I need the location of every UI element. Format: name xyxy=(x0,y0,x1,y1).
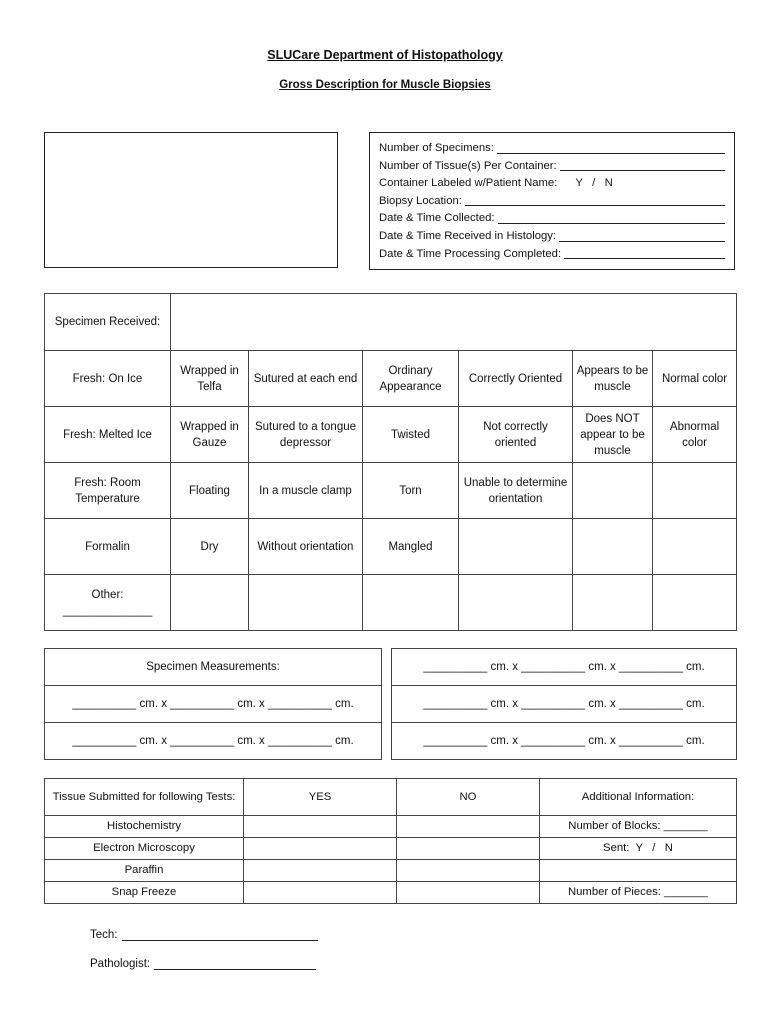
header-additional: Additional Information: xyxy=(540,779,737,816)
option-cell[interactable]: Mangled xyxy=(363,519,459,575)
empty-cell[interactable] xyxy=(171,575,249,631)
table-row xyxy=(45,649,737,686)
info-date-processing[interactable]: Date & Time Processing Completed: xyxy=(379,246,725,264)
yes-cell[interactable] xyxy=(244,882,397,904)
empty-cell[interactable] xyxy=(653,463,737,519)
table-row xyxy=(45,860,737,882)
option-cell[interactable]: Appears to be muscle xyxy=(573,351,653,407)
specimen-received-field[interactable] xyxy=(171,294,737,351)
option-cell[interactable]: Fresh: Melted Ice xyxy=(45,407,171,463)
table-row xyxy=(45,575,737,631)
table-row xyxy=(45,882,737,904)
header-no: NO xyxy=(397,779,540,816)
additional-info[interactable] xyxy=(540,860,737,882)
info-container-labeled[interactable]: Container Labeled w/Patient Name: Y / N xyxy=(379,175,725,193)
option-cell[interactable]: Sutured at each end xyxy=(249,351,363,407)
empty-cell[interactable] xyxy=(459,575,573,631)
option-cell[interactable]: Formalin xyxy=(45,519,171,575)
pathologist-label: Pathologist: xyxy=(90,958,151,970)
option-cell[interactable]: Floating xyxy=(171,463,249,519)
empty-cell[interactable] xyxy=(573,519,653,575)
specimen-received-label: Specimen Received: xyxy=(45,294,171,351)
empty-cell[interactable] xyxy=(363,575,459,631)
option-cell[interactable]: Fresh: Room Temperature xyxy=(45,463,171,519)
option-cell[interactable]: Correctly Oriented xyxy=(459,351,573,407)
measurement-field[interactable]: __________ cm. x __________ cm. x __________ cm. xyxy=(392,686,737,723)
empty-cell[interactable] xyxy=(249,575,363,631)
option-cell[interactable]: Other: ______________ xyxy=(45,575,171,631)
header-yes: YES xyxy=(244,779,397,816)
fill-line[interactable] xyxy=(497,140,725,154)
option-cell[interactable]: Abnormal color xyxy=(653,407,737,463)
empty-cell[interactable] xyxy=(573,463,653,519)
page-subtitle: Gross Description for Muscle Biopsies xyxy=(279,79,491,91)
pathologist-signature-line[interactable] xyxy=(154,957,316,970)
no-cell[interactable] xyxy=(397,860,540,882)
tech-label: Tech: xyxy=(90,929,118,941)
tech-signature xyxy=(90,928,318,941)
info-tissues-per-container[interactable]: Number of Tissue(s) Per Container: xyxy=(379,158,725,176)
measurement-field[interactable]: __________ cm. x __________ cm. x __________ cm. xyxy=(45,723,382,760)
test-name: Histochemistry xyxy=(45,816,244,838)
empty-cell[interactable] xyxy=(573,575,653,631)
table-row xyxy=(45,351,737,407)
fill-line[interactable] xyxy=(559,228,725,242)
option-cell[interactable]: Ordinary Appearance xyxy=(363,351,459,407)
measurement-field[interactable]: __________ cm. x __________ cm. x __________ cm. xyxy=(392,723,737,760)
option-cell[interactable]: Dry xyxy=(171,519,249,575)
additional-info[interactable]: Sent: Y / N xyxy=(540,838,737,860)
yes-cell[interactable] xyxy=(244,816,397,838)
measurement-field[interactable]: __________ cm. x __________ cm. x __________ cm. xyxy=(45,686,382,723)
measurement-field[interactable]: __________ cm. x __________ cm. x __________ cm. xyxy=(392,649,737,686)
measurements-table xyxy=(44,648,737,760)
table-row xyxy=(45,519,737,575)
no-cell[interactable] xyxy=(397,882,540,904)
yes-cell[interactable] xyxy=(244,860,397,882)
specimen-received-table xyxy=(44,293,737,631)
fill-line[interactable] xyxy=(498,210,725,224)
table-row xyxy=(45,723,737,760)
info-number-of-specimens[interactable]: Number of Specimens: xyxy=(379,140,725,158)
option-cell[interactable]: Wrapped in Telfa xyxy=(171,351,249,407)
yes-cell[interactable] xyxy=(244,838,397,860)
test-name: Electron Microscopy xyxy=(45,838,244,860)
empty-cell[interactable] xyxy=(459,519,573,575)
option-cell[interactable]: Normal color xyxy=(653,351,737,407)
fill-line[interactable] xyxy=(560,158,725,172)
table-row xyxy=(45,816,737,838)
info-date-collected[interactable]: Date & Time Collected: xyxy=(379,210,725,228)
option-cell[interactable]: Without orientation xyxy=(249,519,363,575)
additional-info[interactable]: Number of Blocks: _______ xyxy=(540,816,737,838)
option-cell[interactable]: Fresh: On Ice xyxy=(45,351,171,407)
specimen-info-box xyxy=(369,132,735,270)
option-cell[interactable]: Unable to determine orientation xyxy=(459,463,573,519)
table-row xyxy=(45,463,737,519)
test-name: Snap Freeze xyxy=(45,882,244,904)
pathologist-signature xyxy=(90,957,316,970)
empty-cell[interactable] xyxy=(653,519,737,575)
patient-label-box[interactable] xyxy=(44,132,338,268)
tests-table xyxy=(44,778,737,904)
fill-line[interactable] xyxy=(465,193,725,207)
no-cell[interactable] xyxy=(397,838,540,860)
option-cell[interactable]: Wrapped in Gauze xyxy=(171,407,249,463)
additional-info[interactable]: Number of Pieces: _______ xyxy=(540,882,737,904)
page-title: SLUCare Department of Histopathology xyxy=(267,48,503,62)
info-date-received[interactable]: Date & Time Received in Histology: xyxy=(379,228,725,246)
measurements-label: Specimen Measurements: xyxy=(45,649,382,686)
yes-no-option[interactable]: Y / N xyxy=(575,177,613,190)
table-row xyxy=(45,686,737,723)
option-cell[interactable]: Does NOT appear to be muscle xyxy=(573,407,653,463)
option-cell[interactable]: Twisted xyxy=(363,407,459,463)
option-cell[interactable]: In a muscle clamp xyxy=(249,463,363,519)
fill-line[interactable] xyxy=(564,246,725,260)
option-cell[interactable]: Not correctly oriented xyxy=(459,407,573,463)
test-name: Paraffin xyxy=(45,860,244,882)
info-biopsy-location[interactable]: Biopsy Location: xyxy=(379,193,725,211)
option-cell[interactable]: Sutured to a tongue depressor xyxy=(249,407,363,463)
table-row xyxy=(45,407,737,463)
table-row xyxy=(45,838,737,860)
empty-cell[interactable] xyxy=(653,575,737,631)
no-cell[interactable] xyxy=(397,816,540,838)
tech-signature-line[interactable] xyxy=(122,928,318,941)
table-header-row xyxy=(45,779,737,816)
header-tissue: Tissue Submitted for following Tests: xyxy=(45,779,244,816)
option-cell[interactable]: Torn xyxy=(363,463,459,519)
